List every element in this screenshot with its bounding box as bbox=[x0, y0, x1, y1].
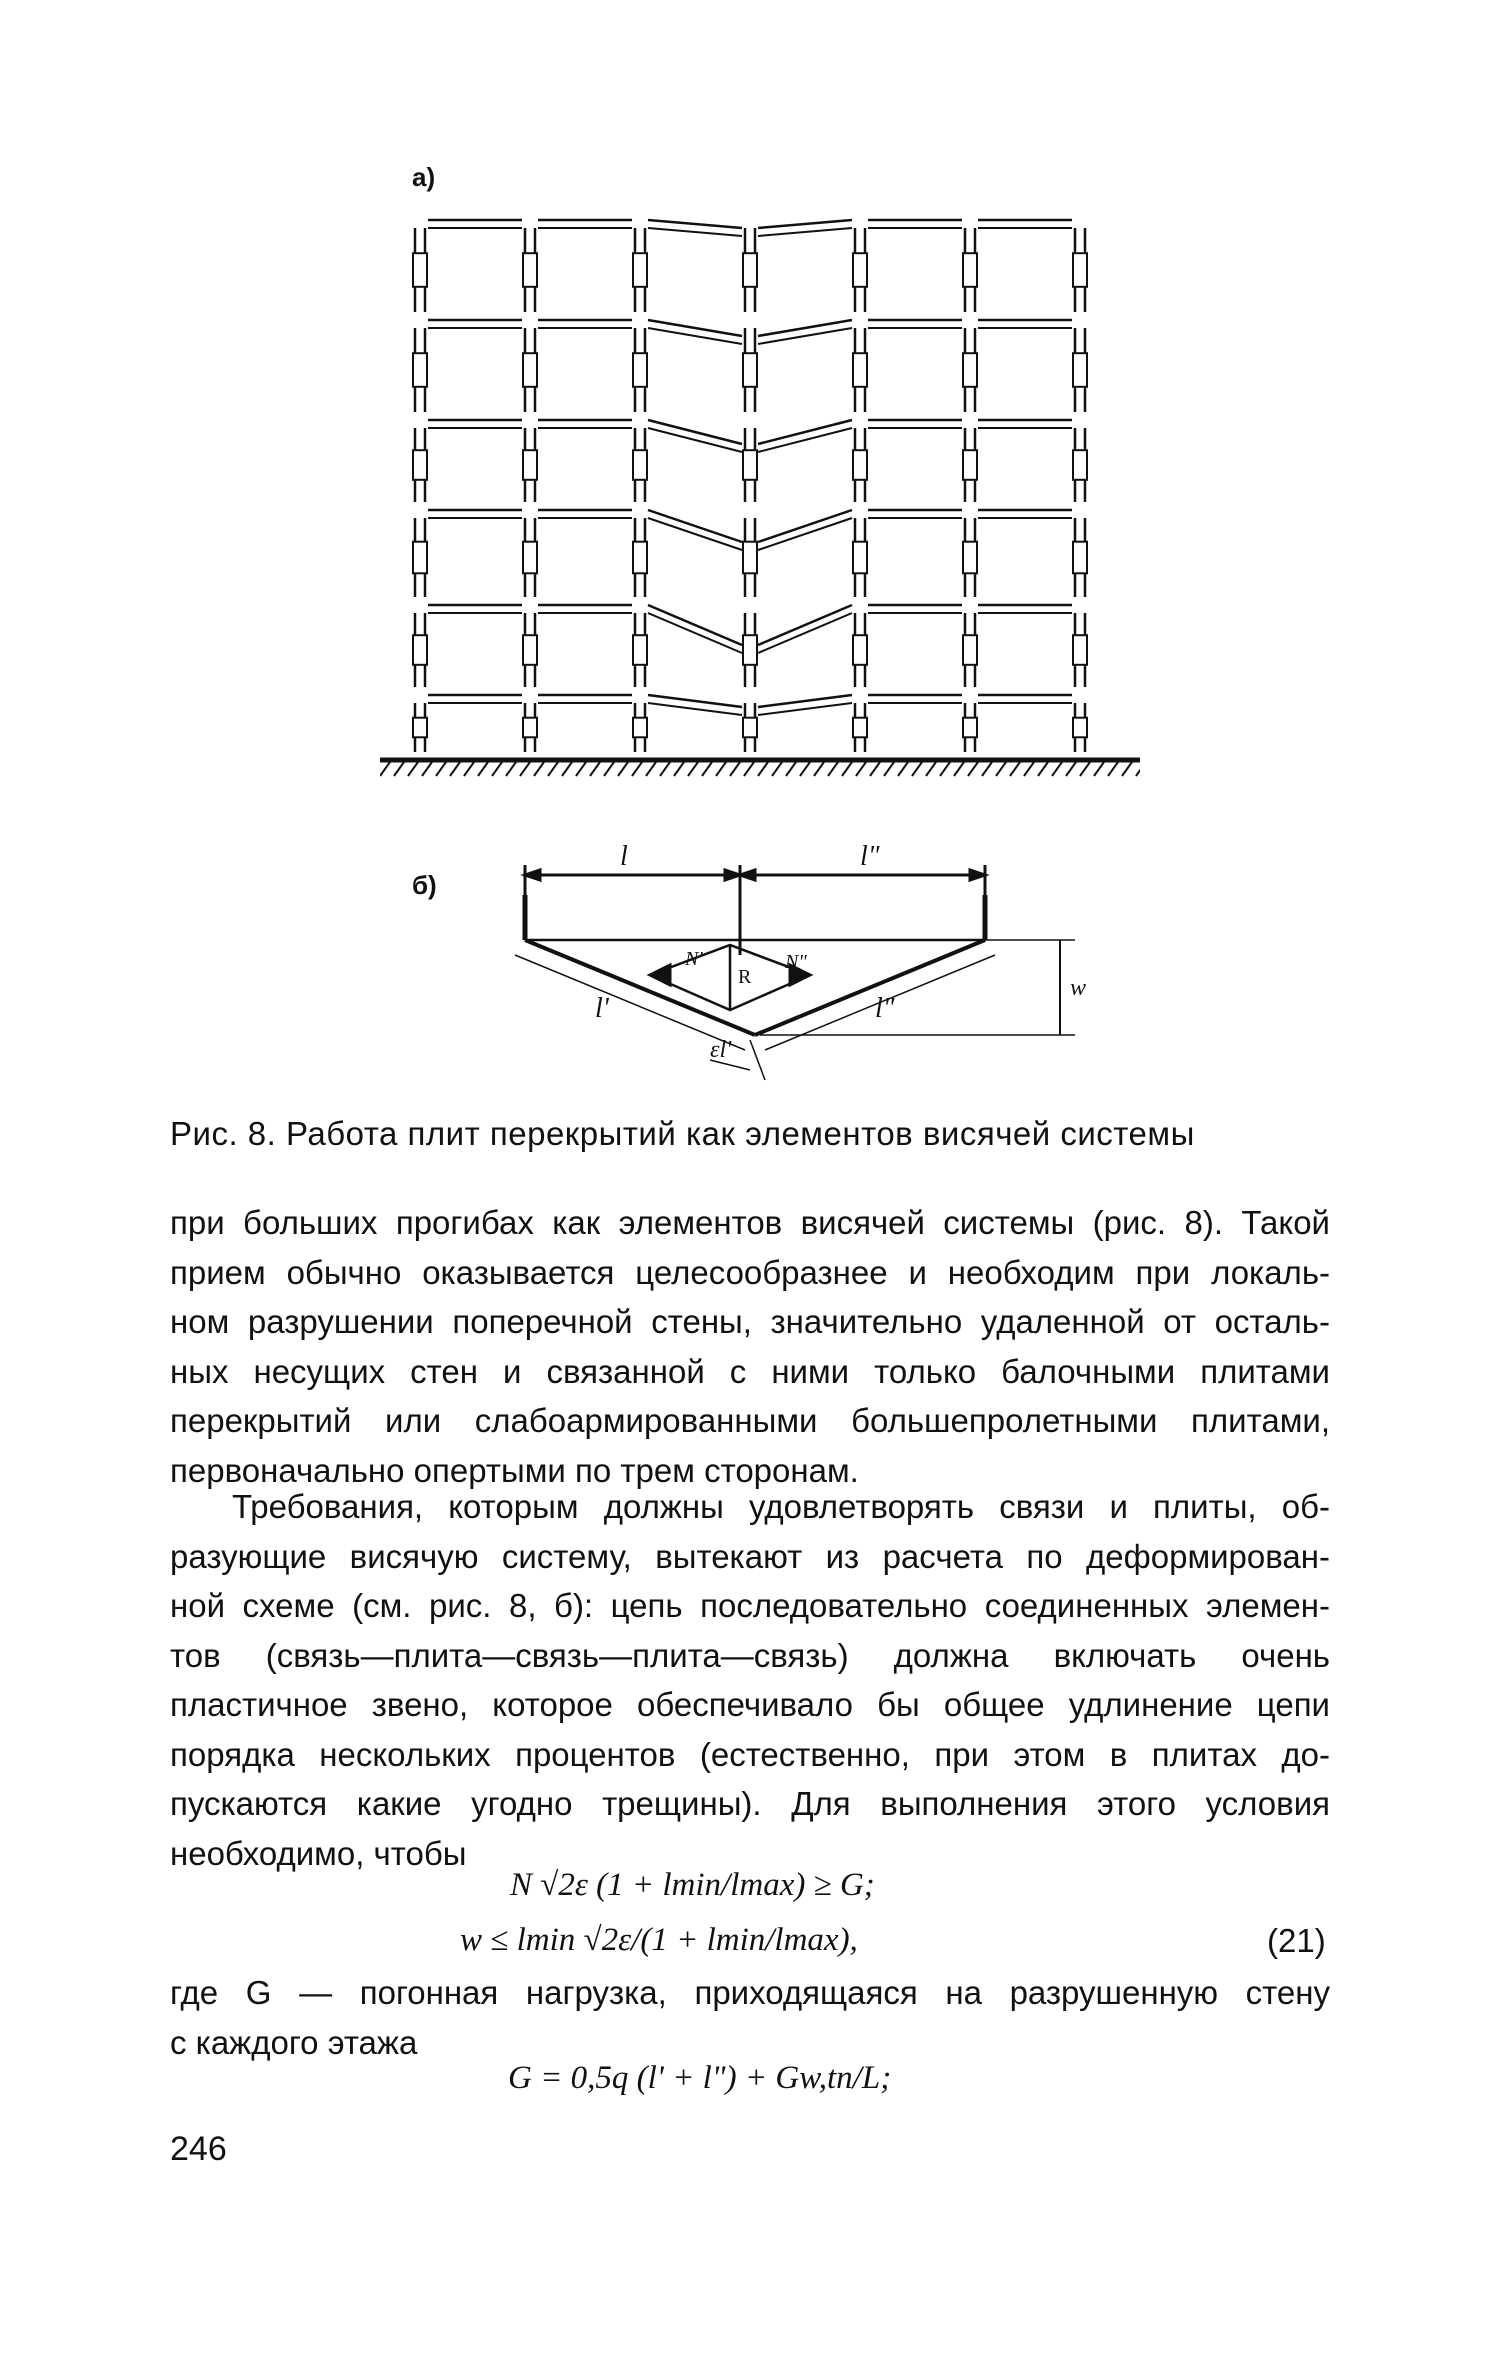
force-label-left: N' bbox=[685, 948, 703, 970]
text-line: ном разрушении поперечной стены, значительно удаленной от осталь- bbox=[170, 1303, 1330, 1340]
text-line: необходимо, чтобы bbox=[170, 1834, 467, 1872]
text-line: перекрытий или слабоармированными большепролетными плитами, bbox=[170, 1402, 1330, 1439]
elongation-label: εl' bbox=[710, 1037, 732, 1063]
figure-caption: Рис. 8. Работа плит перекрытий как элементов висячей системы bbox=[170, 1115, 1195, 1152]
text-line: порядка нескольких процентов (естественно, при этом в плитах до- bbox=[170, 1735, 1330, 1773]
paragraph-1 bbox=[170, 1198, 1330, 1495]
text-line: при больших прогибах как элементов висячей системы (рис. 8). Такой bbox=[170, 1204, 1330, 1241]
formula-3: G = 0,5q (l' + l") + Gw,tn/L; bbox=[508, 2060, 892, 2096]
dimension-label-left: l bbox=[620, 845, 628, 872]
formula-2: w ≤ lmin √2ε/(1 + lmin/lmax), bbox=[460, 1922, 858, 1958]
text-line: ных несущих стен и связанной с ними только балочными плитами bbox=[170, 1352, 1330, 1390]
text-line: разующие висячую систему, вытекают из расчета по деформирован- bbox=[170, 1537, 1330, 1575]
text-line: с каждого этажа bbox=[170, 2023, 418, 2061]
text-line: где G — погонная нагрузка, приходящаяся на разрушенную стену bbox=[170, 1974, 1330, 2011]
page-number: 246 bbox=[170, 2130, 227, 2168]
figure-8b-chain-scheme bbox=[480, 845, 1120, 1090]
formula-1: N √2ε (1 + lmin/lmax) ≥ G; bbox=[510, 1867, 875, 1903]
force-label-right: N" bbox=[785, 951, 807, 973]
length-label-right: l" bbox=[875, 993, 895, 1024]
equation-number: (21) bbox=[1267, 1922, 1326, 1959]
text-line: первоначально опертыми по трем сторонам. bbox=[170, 1451, 859, 1489]
text-line: Требования, которым должны удовлетворять связи и плиты, об- bbox=[232, 1488, 1330, 1525]
figure-8a-floor-plan bbox=[380, 200, 1140, 780]
text-line: пластичное звено, которое обеспечивало бы общее удлинение цепи bbox=[170, 1686, 1330, 1723]
length-label-left: l' bbox=[595, 993, 609, 1024]
text-line: тов (связь—плита—связь—плита—связь) должна включать очень bbox=[170, 1636, 1330, 1674]
text-line: прием обычно оказывается целесообразнее и необходим при локаль- bbox=[170, 1253, 1330, 1291]
reaction-label: R bbox=[738, 966, 752, 988]
panel-a-label: а) bbox=[412, 162, 436, 192]
text-line: ной схеме (см. рис. 8, б): цепь последовательно соединенных элемен- bbox=[170, 1587, 1330, 1624]
dimension-label-right: l" bbox=[860, 845, 880, 872]
panel-b-label: б) bbox=[412, 870, 437, 900]
paragraph-3 bbox=[170, 1968, 1330, 2067]
text-line: пускаются какие угодно трещины). Для выполнения этого условия bbox=[170, 1785, 1330, 1822]
paragraph-2 bbox=[170, 1482, 1330, 1878]
deflection-label: w bbox=[1070, 975, 1087, 1001]
